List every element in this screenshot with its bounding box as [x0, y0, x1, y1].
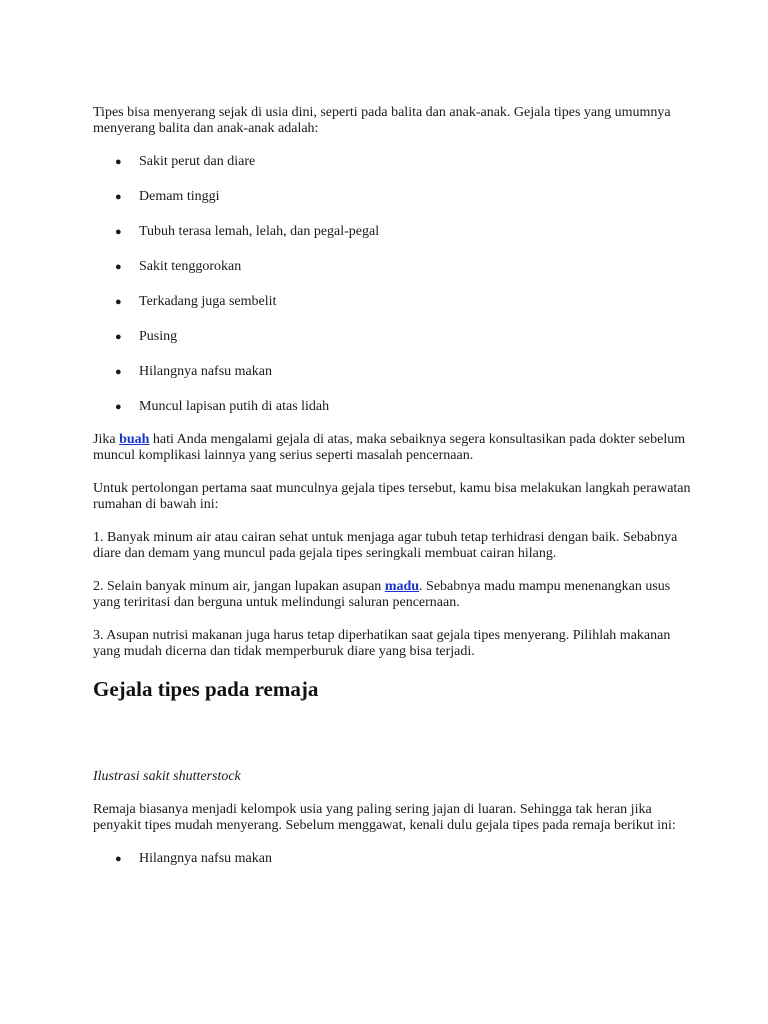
document-page [93, 105, 693, 884]
list-item: ● Sakit perut dan diare [115, 154, 256, 169]
children-symptom-list [93, 154, 693, 415]
step-2-paragraph: 2. Selain banyak minum air, jangan lupakan asupan madu. Sebabnya madu mampu menenangkan usus yang teriritasi dan berguna untuk melindungi saluran pencernaan. [93, 579, 671, 610]
teen-section-heading: Gejala tipes pada remaja [93, 677, 319, 701]
image-caption: Ilustrasi sakit shutterstock [93, 769, 241, 784]
bullet-icon: ● [115, 401, 122, 413]
list-item: ● Terkadang juga sembelit [115, 294, 277, 309]
bullet-icon: ● [115, 191, 122, 203]
list-item: ● Sakit tenggorokan [115, 259, 242, 274]
buah-link[interactable]: buah [119, 432, 150, 447]
list-item: ● Tubuh terasa lemah, lelah, dan pegal-pegal [115, 224, 380, 239]
step-1-paragraph: 1. Banyak minum air atau cairan sehat untuk menjaga agar tubuh tetap terhidrasi dengan baik. Sebabnya diare dan demam yang muncul pada gejala tipes seringkali membuat cairan hilang. [93, 530, 678, 561]
bullet-icon: ● [115, 261, 122, 273]
step-3-paragraph: 3. Asupan nutrisi makanan juga harus tetap diperhatikan saat gejala tipes menyerang. Pilihlah makanan yang mudah dicerna dan tidak memperburuk diare yang bisa terjadi. [93, 628, 671, 659]
bullet-icon: ● [115, 296, 122, 308]
teen-symptom-list [93, 851, 693, 867]
bullet-icon: ● [115, 156, 122, 168]
intro-paragraph: Tipes bisa menyerang sejak di usia dini, seperti pada balita dan anak-anak. Gejala tipes yang umumnya menyerang balita dan anak-anak adalah: [93, 105, 671, 136]
consult-paragraph: Jika buah hati Anda mengalami gejala di atas, maka sebaiknya segera konsultasikan pada dokter sebelum muncul komplikasi lainnya yang serius seperti masalah pencernaan. [93, 432, 686, 463]
list-item: ● Pusing [115, 329, 178, 344]
list-item: ● Demam tinggi [115, 189, 220, 204]
image-placeholder [93, 701, 693, 769]
bullet-icon: ● [115, 366, 122, 378]
list-item: ● Hilangnya nafsu makan [115, 851, 272, 866]
list-item: ● Muncul lapisan putih di atas lidah [115, 399, 330, 414]
bullet-icon: ● [115, 853, 122, 865]
madu-link[interactable]: madu [384, 579, 420, 594]
teen-paragraph: Remaja biasanya menjadi kelompok usia yang paling sering jajan di luaran. Sehingga tak heran jika penyakit tipes mudah menyerang. Sebelum menggawat, kenali dulu gejala tipes pada remaja berikut ini: [93, 802, 676, 833]
bullet-icon: ● [115, 226, 122, 238]
first-aid-paragraph: Untuk pertolongan pertama saat munculnya gejala tipes tersebut, kamu bisa melakukan langkah perawatan rumahan di bawah ini: [93, 481, 691, 512]
bullet-icon: ● [115, 331, 122, 343]
list-item: ● Hilangnya nafsu makan [115, 364, 272, 379]
